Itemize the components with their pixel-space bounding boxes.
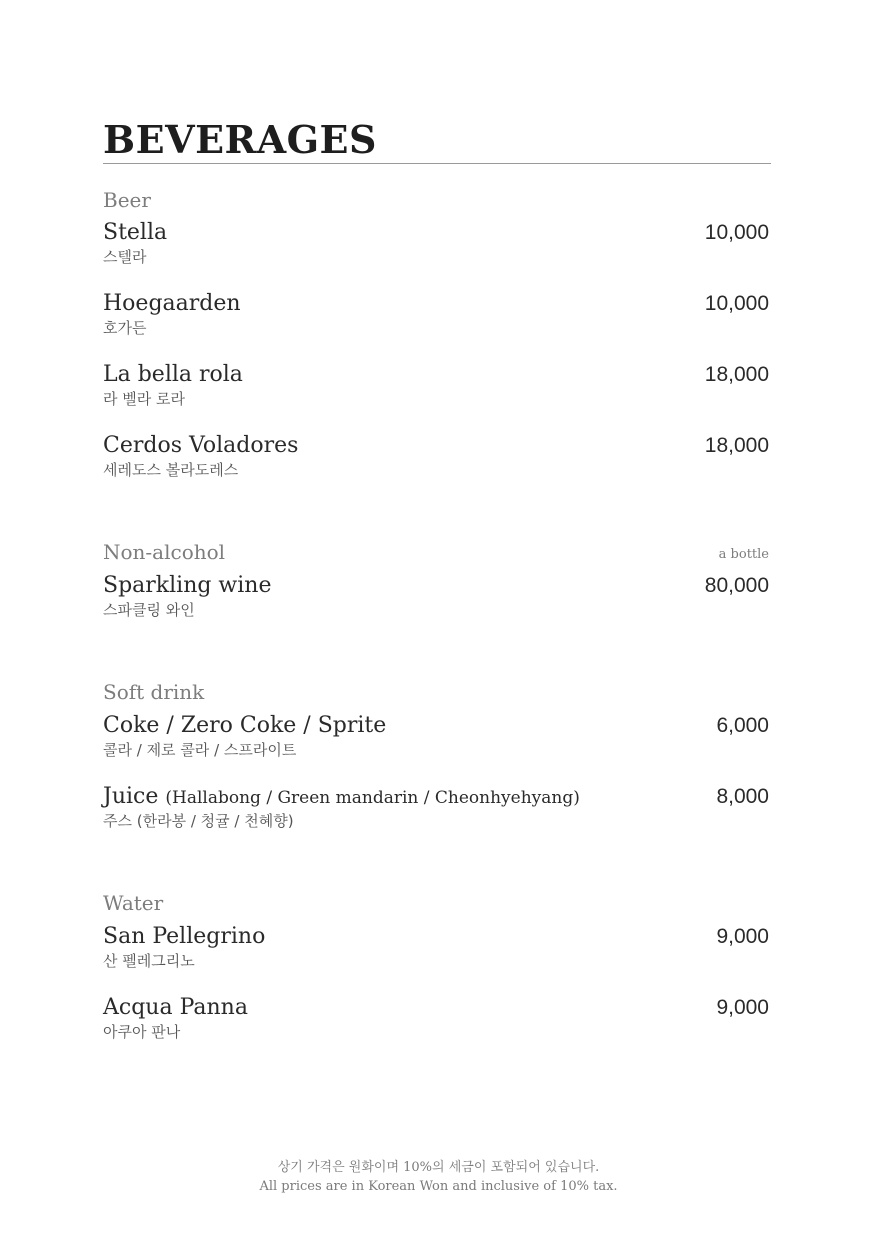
menu-item	[103, 432, 771, 484]
section-label-soft-drink: Soft drink	[103, 680, 205, 704]
page-title: BEVERAGES	[103, 117, 377, 162]
item-price: 10,000	[704, 292, 769, 315]
item-name: Cerdos Voladores	[103, 433, 299, 458]
item-name: Sparkling wine	[103, 573, 272, 598]
item-name-korean: 스파클링 와인	[103, 601, 195, 619]
item-name: Hoegaarden	[103, 291, 241, 316]
item-name: Stella	[103, 220, 168, 245]
menu-item	[103, 923, 771, 975]
item-flavor-options: (Hallabong / Green mandarin / Cheonhyehyang)	[165, 788, 580, 808]
item-name: Acqua Panna	[103, 995, 248, 1020]
item-name	[103, 783, 580, 812]
item-name-korean: 주스 (한라봉 / 청귤 / 천혜향)	[103, 812, 294, 830]
item-price: 9,000	[716, 996, 769, 1019]
item-name-korean: 아쿠아 판나	[103, 1023, 181, 1041]
item-name-korean: 산 펠레그리노	[103, 952, 195, 970]
menu-item	[103, 712, 771, 764]
item-name-korean: 호가든	[103, 319, 147, 337]
menu-item	[103, 783, 771, 835]
menu-item	[103, 290, 771, 342]
menu-item	[103, 572, 771, 624]
item-price: 10,000	[704, 221, 769, 244]
section-label-non-alcohol: Non-alcohol	[103, 540, 226, 564]
section-label-water: Water	[103, 891, 164, 915]
item-name-korean: 콜라 / 제로 콜라 / 스프라이트	[103, 741, 297, 759]
item-name-korean: 라 벨라 로라	[103, 390, 185, 408]
menu-item	[103, 361, 771, 413]
item-name: San Pellegrino	[103, 924, 266, 949]
item-price: 80,000	[704, 574, 769, 597]
item-price: 8,000	[716, 785, 769, 808]
price-unit-note: a bottle	[718, 547, 769, 562]
tax-note-english: All prices are in Korean Won and inclusive of 10% tax.	[259, 1179, 618, 1194]
item-name-korean: 세레도스 볼라도레스	[103, 461, 239, 479]
menu-item	[103, 219, 771, 271]
item-price: 6,000	[716, 714, 769, 737]
item-price: 18,000	[704, 434, 769, 457]
item-price: 9,000	[716, 925, 769, 948]
item-name-korean: 스텔라	[103, 248, 147, 266]
title-divider	[103, 163, 771, 164]
item-name: Coke / Zero Coke / Sprite	[103, 713, 387, 738]
item-name: La bella rola	[103, 362, 243, 387]
section-label-beer: Beer	[103, 188, 151, 212]
item-name-main: Juice	[103, 784, 159, 809]
tax-note-korean: 상기 가격은 원화이며 10%의 세금이 포함되어 있습니다.	[277, 1160, 600, 1175]
item-price: 18,000	[704, 363, 769, 386]
menu-item	[103, 994, 771, 1046]
